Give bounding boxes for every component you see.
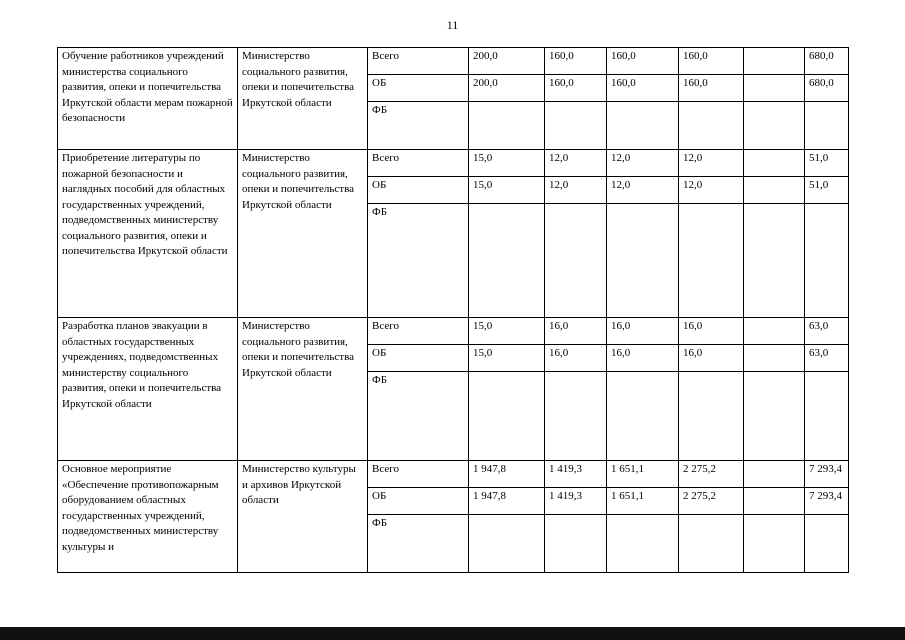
total-value-cell — [805, 204, 849, 318]
value-cell: 1 651,1 — [607, 461, 679, 488]
value-cell: 200,0 — [469, 75, 545, 102]
value-cell — [607, 372, 679, 461]
value-cell: 160,0 — [679, 75, 744, 102]
activity-name-cell: Основное мероприятие «Обеспечение противопожарным оборудованием областных государственных учреждений, подведомственных министерству культуры и — [58, 461, 238, 573]
value-cell: 1 947,8 — [469, 461, 545, 488]
total-value-cell: 63,0 — [805, 318, 849, 345]
funding-table — [57, 47, 849, 573]
funding-source-cell: Всего — [368, 461, 469, 488]
total-value-cell: 63,0 — [805, 345, 849, 372]
activity-name-cell: Разработка планов эвакуации в областных государственных учреждениях, подведомственных министерству социального развития, опеки и попечительства Иркутской области — [58, 318, 238, 461]
value-cell — [744, 204, 805, 318]
value-cell: 12,0 — [679, 177, 744, 204]
value-cell: 12,0 — [545, 150, 607, 177]
value-cell — [679, 102, 744, 150]
value-cell: 1 419,3 — [545, 461, 607, 488]
funding-source-cell: ОБ — [368, 345, 469, 372]
value-cell: 16,0 — [545, 345, 607, 372]
value-cell: 16,0 — [679, 318, 744, 345]
table-row — [58, 461, 849, 488]
value-cell: 12,0 — [545, 177, 607, 204]
table-body — [58, 48, 849, 573]
scan-bottom-edge — [0, 627, 905, 640]
value-cell — [744, 75, 805, 102]
total-value-cell: 680,0 — [805, 75, 849, 102]
value-cell: 1 947,8 — [469, 488, 545, 515]
table-row — [58, 318, 849, 345]
value-cell: 160,0 — [607, 48, 679, 75]
value-cell — [469, 372, 545, 461]
value-cell: 160,0 — [545, 75, 607, 102]
value-cell: 15,0 — [469, 150, 545, 177]
value-cell — [545, 515, 607, 573]
executor-cell: Министерство социального развития, опеки и попечительства Иркутской области — [238, 318, 368, 461]
executor-cell: Министерство социального развития, опеки и попечительства Иркутской области — [238, 150, 368, 318]
funding-source-cell: ОБ — [368, 488, 469, 515]
page-number: 11 — [446, 18, 459, 32]
funding-source-cell: Всего — [368, 48, 469, 75]
funding-source-cell: Всего — [368, 318, 469, 345]
value-cell: 160,0 — [607, 75, 679, 102]
value-cell — [744, 345, 805, 372]
value-cell — [607, 102, 679, 150]
value-cell — [744, 48, 805, 75]
value-cell — [679, 372, 744, 461]
funding-source-cell: ФБ — [368, 372, 469, 461]
table-row — [58, 48, 849, 75]
activity-name-cell: Приобретение литературы по пожарной безопасности и наглядных пособий для областных государственных учреждений, подведомственных министерству социального развития, опеки и попечительства Иркутской области — [58, 150, 238, 318]
value-cell — [744, 102, 805, 150]
value-cell: 160,0 — [545, 48, 607, 75]
value-cell: 2 275,2 — [679, 461, 744, 488]
value-cell — [679, 515, 744, 573]
value-cell: 16,0 — [607, 345, 679, 372]
funding-source-cell: ОБ — [368, 75, 469, 102]
value-cell — [744, 318, 805, 345]
value-cell: 12,0 — [607, 177, 679, 204]
value-cell: 1 419,3 — [545, 488, 607, 515]
funding-source-cell: ФБ — [368, 102, 469, 150]
total-value-cell: 51,0 — [805, 150, 849, 177]
activity-name-cell: Обучение работников учреждений министерства социального развития, опеки и попечительства Иркутской области мерам пожарной безопасности — [58, 48, 238, 150]
value-cell — [545, 102, 607, 150]
value-cell — [744, 177, 805, 204]
executor-cell: Министерство культуры и архивов Иркутской области — [238, 461, 368, 573]
value-cell: 160,0 — [679, 48, 744, 75]
value-cell — [469, 102, 545, 150]
value-cell — [607, 515, 679, 573]
total-value-cell — [805, 372, 849, 461]
executor-cell: Министерство социального развития, опеки и попечительства Иркутской области — [238, 48, 368, 150]
value-cell: 15,0 — [469, 345, 545, 372]
total-value-cell — [805, 515, 849, 573]
value-cell: 16,0 — [679, 345, 744, 372]
value-cell: 12,0 — [679, 150, 744, 177]
total-value-cell: 7 293,4 — [805, 488, 849, 515]
value-cell — [744, 372, 805, 461]
value-cell: 12,0 — [607, 150, 679, 177]
total-value-cell: 7 293,4 — [805, 461, 849, 488]
value-cell: 15,0 — [469, 318, 545, 345]
funding-source-cell: ФБ — [368, 515, 469, 573]
value-cell: 15,0 — [469, 177, 545, 204]
value-cell: 2 275,2 — [679, 488, 744, 515]
funding-source-cell: Всего — [368, 150, 469, 177]
total-value-cell — [805, 102, 849, 150]
value-cell: 16,0 — [545, 318, 607, 345]
value-cell: 200,0 — [469, 48, 545, 75]
funding-source-cell: ОБ — [368, 177, 469, 204]
value-cell: 1 651,1 — [607, 488, 679, 515]
value-cell — [607, 204, 679, 318]
value-cell — [744, 515, 805, 573]
value-cell — [744, 150, 805, 177]
value-cell — [744, 461, 805, 488]
total-value-cell: 51,0 — [805, 177, 849, 204]
funding-source-cell: ФБ — [368, 204, 469, 318]
table-row — [58, 150, 849, 177]
value-cell — [679, 204, 744, 318]
total-value-cell: 680,0 — [805, 48, 849, 75]
value-cell — [469, 204, 545, 318]
value-cell: 16,0 — [607, 318, 679, 345]
value-cell — [744, 488, 805, 515]
value-cell — [545, 204, 607, 318]
value-cell — [469, 515, 545, 573]
value-cell — [545, 372, 607, 461]
